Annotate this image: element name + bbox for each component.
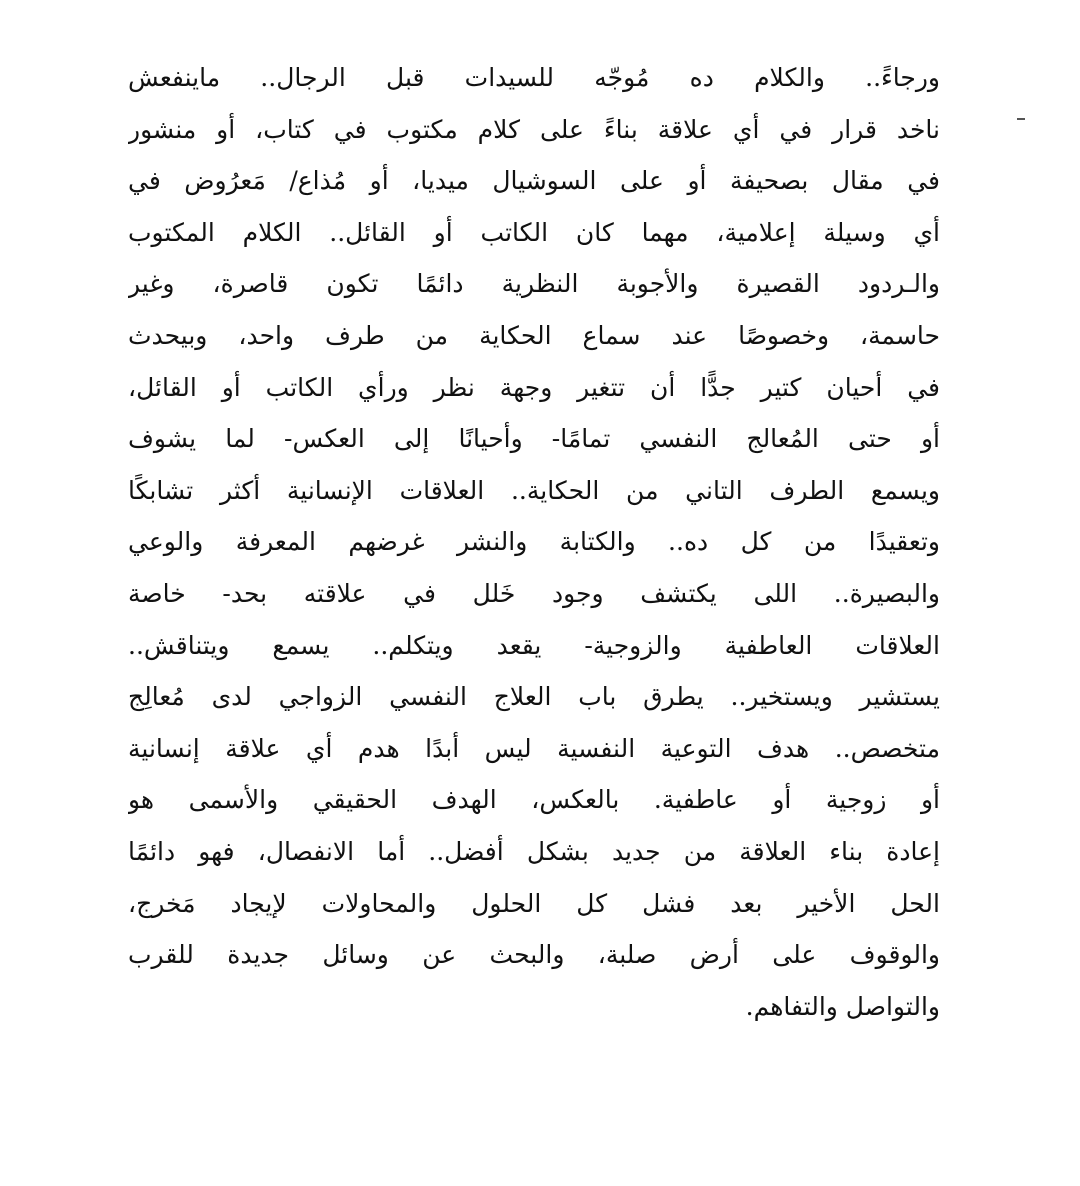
text-line: وتعقيدًا من كل ده.. والكتابة والنشر غرضهم المعرفة والوعي: [128, 527, 940, 557]
body-text: [128, 52, 940, 1032]
text-line: الحل الأخير بعد فشل كل الحلول والمحاولات لإيجاد مَخرج،: [128, 888, 940, 918]
text-line: والوقوف على أرض صلبة، والبحث عن وسائل جديدة للقرب: [128, 940, 940, 970]
text-line: والتواصل والتفاهم.: [745, 991, 940, 1021]
text-line: ورجاءً.. والكلام ده مُوجّه للسيدات قبل الرجال.. ماينفعش: [128, 63, 940, 92]
text-line: متخصص.. هدف التوعية النفسية ليس أبدًا هدم أي علاقة إنسانية: [128, 733, 940, 763]
text-line: في مقال بصحيفة أو على السوشيال ميديا، أو مُذاع/ مَعرُوض في: [128, 166, 940, 196]
text-line: ويسمع الطرف التاني من الحكاية.. العلاقات الإنسانية أكثر تشابكًا: [128, 475, 940, 505]
text-line: أو زوجية أو عاطفية. بالعكس، الهدف الحقيقي والأسمى هو: [128, 785, 940, 815]
text-line: ناخد قرار في أي علاقة بناءً على كلام مكتوب في كتاب، أو منشور: [128, 114, 940, 144]
text-line: العلاقات العاطفية والزوجية- يقعد ويتكلم.. يسمع ويتناقش..: [128, 630, 940, 660]
text-line: في أحيان كتير جدًّا أن تتغير وجهة نظر ورأي الكاتب أو القائل،: [128, 372, 940, 402]
text-line: إعادة بناء العلاقة من جديد بشكل أفضل.. أما الانفصال، فهو دائمًا: [128, 836, 940, 866]
text-line: يستشير ويستخير.. يطرق باب العلاج النفسي الزواجي لدى مُعالِج: [128, 682, 940, 712]
margin-mark: [1017, 118, 1025, 120]
text-line: أو حتى المُعالج النفسي تمامًا- وأحيانًا إلى العكس- لما يشوف: [128, 424, 940, 454]
text-line: أي وسيلة إعلامية، مهما كان الكاتب أو القائل.. الكلام المكتوب: [128, 217, 940, 247]
text-line: والـردود القصيرة والأجوبة النظرية دائمًا تكون قاصرة، وغير: [128, 269, 940, 299]
text-line: حاسمة، وخصوصًا عند سماع الحكاية من طرف واحد، وبيحدث: [128, 320, 940, 350]
text-line: والبصيرة.. اللى يكتشف وجود خَلل في علاقته بحد- خاصة: [128, 578, 940, 608]
